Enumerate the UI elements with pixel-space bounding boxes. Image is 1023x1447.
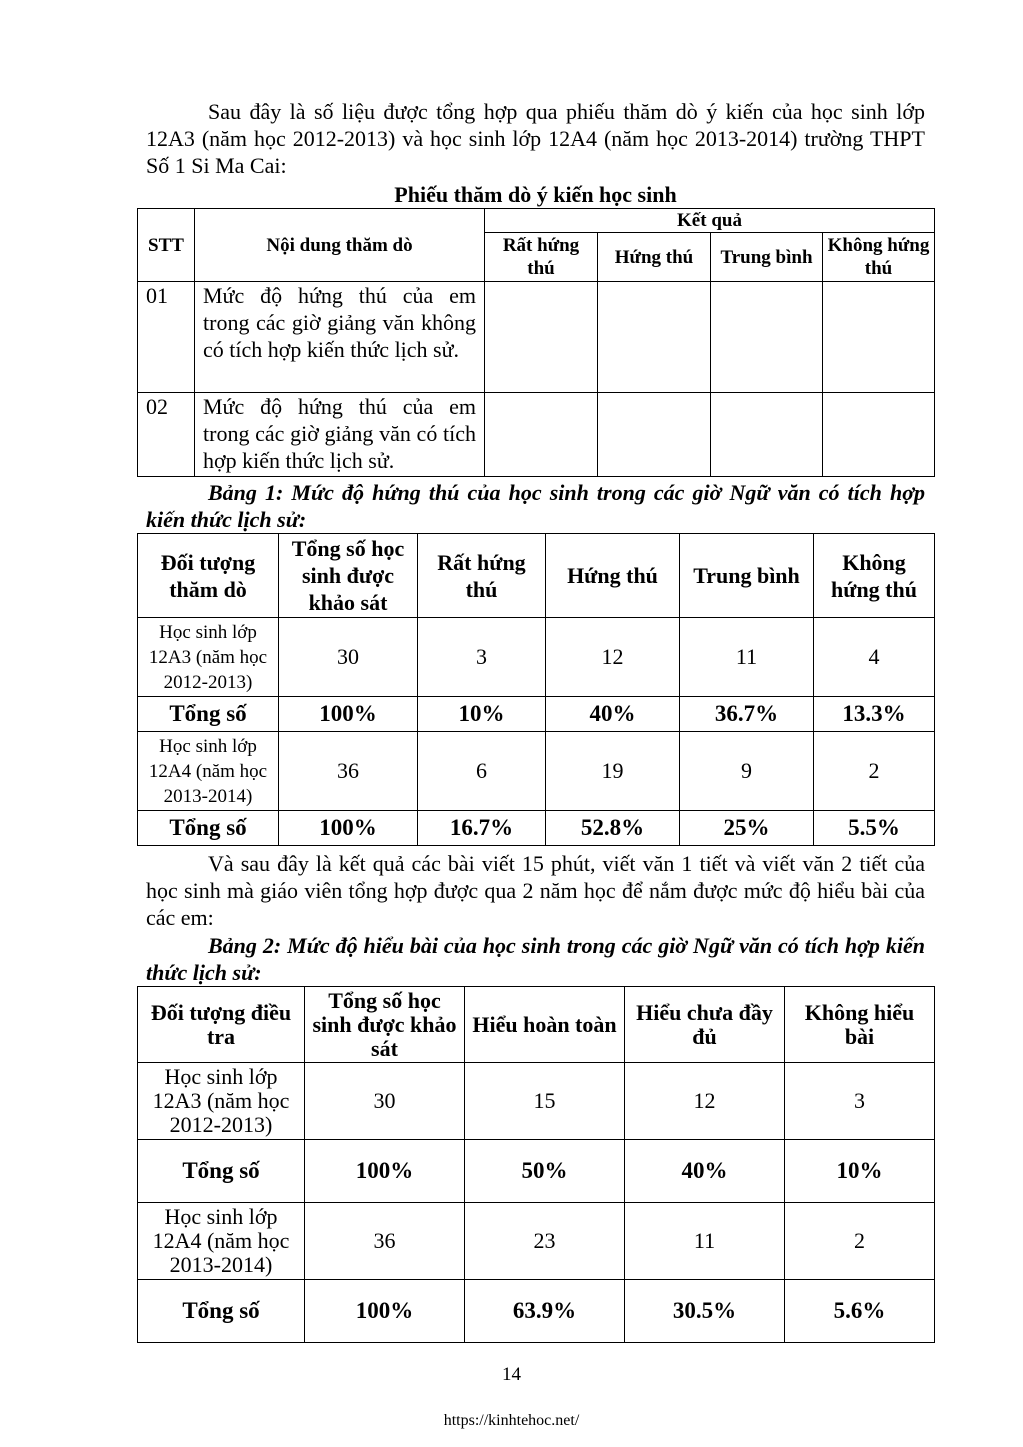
table2-cell: 12 bbox=[625, 1063, 785, 1140]
table1-cell: Tổng số bbox=[138, 811, 279, 846]
table1-header-cell: Đối tượng thăm dò bbox=[138, 534, 279, 618]
table1-cell: 16.7% bbox=[418, 811, 546, 846]
table-row bbox=[138, 1063, 935, 1140]
table-row bbox=[138, 811, 935, 846]
table1-cell: 10% bbox=[418, 697, 546, 732]
survey-empty-cell bbox=[598, 282, 711, 393]
survey-header-average: Trung bình bbox=[711, 233, 823, 282]
survey-empty-cell bbox=[823, 282, 935, 393]
table2-cell: 5.6% bbox=[785, 1280, 935, 1343]
survey-header-interested: Hứng thú bbox=[598, 233, 711, 282]
table-row bbox=[138, 1203, 935, 1280]
table1-cell: 2 bbox=[814, 732, 935, 811]
table2-header-cell: Đối tượng điều tra bbox=[138, 987, 305, 1063]
survey-header-content: Nội dung thăm dò bbox=[195, 209, 485, 282]
table2-cell: 100% bbox=[305, 1140, 465, 1203]
table-row bbox=[138, 618, 935, 697]
table2-cell: 30.5% bbox=[625, 1280, 785, 1343]
table2-cell: 15 bbox=[465, 1063, 625, 1140]
table1-header-cell: Hứng thú bbox=[546, 534, 680, 618]
table1-header-cell: Rất hứng thú bbox=[418, 534, 546, 618]
survey-table bbox=[137, 208, 935, 477]
table2-cell: 40% bbox=[625, 1140, 785, 1203]
table1-cell: 6 bbox=[418, 732, 546, 811]
interest-table bbox=[137, 533, 935, 846]
table2-cell: Học sinh lớp 12A3 (năm học 2012-2013) bbox=[138, 1063, 305, 1140]
table1-cell: 3 bbox=[418, 618, 546, 697]
table1-cell: 11 bbox=[680, 618, 814, 697]
table2-cell: 36 bbox=[305, 1203, 465, 1280]
footer-url[interactable]: https://kinhtehoc.net/ bbox=[443, 1412, 580, 1429]
table2-cell: 100% bbox=[305, 1280, 465, 1343]
page-number: 14 bbox=[502, 1364, 521, 1385]
table1-cell: 100% bbox=[279, 811, 418, 846]
table1-cell: Tổng số bbox=[138, 697, 279, 732]
survey-content-cell: Mức độ hứng thú của em trong các giờ giảng văn không có tích hợp kiến thức lịch sử. bbox=[195, 282, 485, 393]
survey-header-not-interested: Không hứng thú bbox=[823, 233, 935, 282]
survey-stt-cell: 01 bbox=[138, 282, 195, 393]
table1-cell: 25% bbox=[680, 811, 814, 846]
table1-cell: 40% bbox=[546, 697, 680, 732]
intro-paragraph: Sau đây là số liệu được tổng hợp qua phiếu thăm dò ý kiến của học sinh lớp 12A3 (năm học 2012-2013) và học sinh lớp 12A4 (năm học 2013-2014) trường THPT Số 1 Si Ma Cai: bbox=[146, 99, 925, 178]
table1-cell: Học sinh lớp 12A3 (năm học 2012-2013) bbox=[138, 618, 279, 697]
understanding-table bbox=[137, 986, 935, 1343]
table2-cell: 11 bbox=[625, 1203, 785, 1280]
table1-cell: 4 bbox=[814, 618, 935, 697]
table2-cell: 2 bbox=[785, 1203, 935, 1280]
table1-header-cell: Không hứng thú bbox=[814, 534, 935, 618]
table-row bbox=[138, 1140, 935, 1203]
survey-empty-cell bbox=[598, 393, 711, 477]
table2-cell: Học sinh lớp 12A4 (năm học 2013-2014) bbox=[138, 1203, 305, 1280]
table1-cell: 5.5% bbox=[814, 811, 935, 846]
table2-header-cell: Không hiểu bài bbox=[785, 987, 935, 1063]
table1-cell: 19 bbox=[546, 732, 680, 811]
survey-header-very-interested: Rất hứng thú bbox=[485, 233, 598, 282]
survey-title: Phiếu thăm dò ý kiến học sinh bbox=[394, 182, 677, 207]
table1-cell: 100% bbox=[279, 697, 418, 732]
survey-empty-cell bbox=[485, 282, 598, 393]
table-row bbox=[138, 1280, 935, 1343]
table1-cell: Học sinh lớp 12A4 (năm học 2013-2014) bbox=[138, 732, 279, 811]
table1-cell: 36.7% bbox=[680, 697, 814, 732]
survey-stt-cell: 02 bbox=[138, 393, 195, 477]
table1-cell: 36 bbox=[279, 732, 418, 811]
table-row bbox=[138, 282, 935, 393]
survey-empty-cell bbox=[711, 282, 823, 393]
table2-cell: 50% bbox=[465, 1140, 625, 1203]
table-row bbox=[138, 732, 935, 811]
table1-header-cell: Trung bình bbox=[680, 534, 814, 618]
table2-caption: Bảng 2: Mức độ hiểu bài của học sinh trong các giờ Ngữ văn có tích hợp kiến thức lịch sử: bbox=[146, 933, 925, 985]
table1-cell: 13.3% bbox=[814, 697, 935, 732]
table1-cell: 12 bbox=[546, 618, 680, 697]
table2-header-cell: Hiểu hoàn toàn bbox=[465, 987, 625, 1063]
middle-paragraph: Và sau đây là kết quả các bài viết 15 phút, viết văn 1 tiết và viết văn 2 tiết của học sinh mà giáo viên tổng hợp được qua 2 năm học để nắm được mức độ hiểu bài của các em: bbox=[146, 851, 925, 930]
table2-cell: Tổng số bbox=[138, 1280, 305, 1343]
table1-header-cell: Tổng số học sinh được khảo sát bbox=[279, 534, 418, 618]
survey-empty-cell bbox=[485, 393, 598, 477]
table2-cell: 63.9% bbox=[465, 1280, 625, 1343]
table1-caption: Bảng 1: Mức độ hứng thú của học sinh trong các giờ Ngữ văn có tích hợp kiến thức lịch sử: bbox=[146, 480, 925, 532]
survey-empty-cell bbox=[711, 393, 823, 477]
survey-header-result: Kết quả bbox=[485, 209, 935, 233]
survey-header-stt: STT bbox=[138, 209, 195, 282]
table2-header-cell: Hiểu chưa đầy đủ bbox=[625, 987, 785, 1063]
table2-cell: 10% bbox=[785, 1140, 935, 1203]
table1-cell: 9 bbox=[680, 732, 814, 811]
table-row bbox=[138, 697, 935, 732]
table1-cell: 52.8% bbox=[546, 811, 680, 846]
table2-cell: Tổng số bbox=[138, 1140, 305, 1203]
survey-content-cell: Mức độ hứng thú của em trong các giờ giảng văn có tích hợp kiến thức lịch sử. bbox=[195, 393, 485, 477]
table-row bbox=[138, 393, 935, 477]
survey-empty-cell bbox=[823, 393, 935, 477]
table2-cell: 3 bbox=[785, 1063, 935, 1140]
table2-cell: 30 bbox=[305, 1063, 465, 1140]
table1-cell: 30 bbox=[279, 618, 418, 697]
table2-cell: 23 bbox=[465, 1203, 625, 1280]
table2-header-cell: Tổng số học sinh được khảo sát bbox=[305, 987, 465, 1063]
